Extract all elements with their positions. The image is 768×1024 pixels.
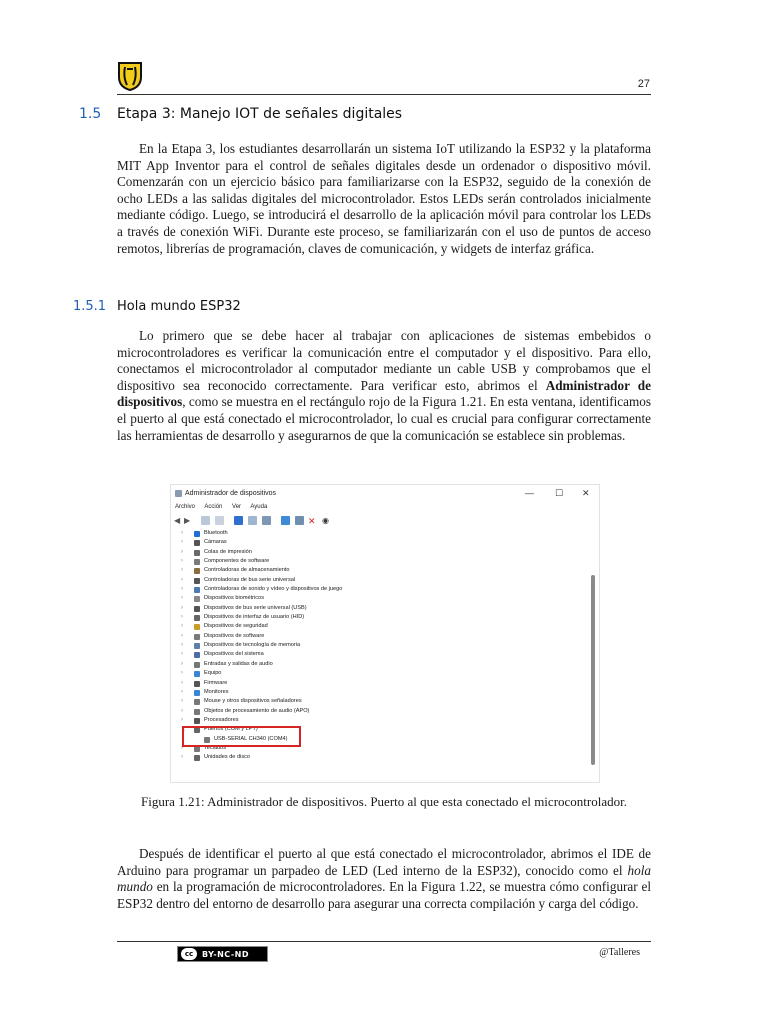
collapsed-chevron-icon[interactable]: › (181, 716, 183, 723)
window-titlebar (171, 485, 599, 503)
paragraph-text: en la programación de microcontroladores. En la Figura 1.22, se muestra cómo configurar el ESP32 dentro del entorno de desarrollo para asegurar una correcta compilación y carga del código. (117, 879, 651, 911)
collapsed-chevron-icon[interactable]: › (181, 539, 183, 546)
collapsed-chevron-icon[interactable]: › (181, 576, 183, 583)
minimize-button[interactable]: — (525, 488, 534, 498)
update-driver-icon[interactable] (281, 516, 290, 525)
collapsed-chevron-icon[interactable]: › (181, 558, 183, 565)
menu-accion[interactable]: Acción (204, 504, 223, 510)
collapsed-chevron-icon[interactable]: › (181, 679, 183, 686)
device-tree-label: Dispositivos de seguridad (204, 623, 268, 630)
highlight-rectangle (182, 726, 301, 747)
menu-bar (175, 504, 275, 514)
device-category-icon (194, 540, 200, 546)
toolbar (174, 515, 594, 527)
device-tree-label: Unidades de disco (204, 754, 251, 761)
device-category-icon (194, 596, 200, 602)
menu-ayuda[interactable]: Ayuda (250, 504, 268, 510)
device-category-icon (194, 662, 200, 668)
scan-hardware-icon[interactable] (262, 516, 271, 525)
collapsed-chevron-icon[interactable]: › (181, 586, 183, 593)
device-tree-label: Controladoras de sonido y vídeo y dispositivos de juego (204, 586, 343, 593)
list-view-icon[interactable] (215, 516, 224, 525)
device-category-icon (194, 568, 200, 574)
device-tree-label: Procesadores (204, 716, 239, 723)
uninstall-icon[interactable]: ✕ (308, 516, 316, 526)
device-tree-label: Cámaras (204, 539, 227, 546)
collapsed-chevron-icon[interactable]: › (181, 595, 183, 602)
details-icon[interactable] (248, 516, 257, 525)
collapsed-chevron-icon[interactable]: › (181, 660, 183, 667)
device-category-icon (194, 699, 200, 705)
header-rule (117, 94, 651, 95)
device-category-icon (194, 578, 200, 584)
collapsed-chevron-icon[interactable]: › (181, 744, 183, 751)
paragraph-intro: En la Etapa 3, los estudiantes desarrollarán un sistema IoT utilizando la ESP32 y la plataforma MIT App Inventor para el control de señales digitales desde un ordenador o dispositivo móvil. Comenzarán con un ejercicio básico para familiarizarse con la ESP32, seguido de la conexión de ocho LEDs a las salidas digitales del microcontrolador. Estos LEDs serán controlados inicialmente mediante código. Luego, se introducirá el desarrollo de la aplicación móvil para controlar los LEDs a través de conexión WiFi. Durante este proceso, se familiarizarán con el uso de puntos de acceso remotos, librerías de programación, claves de comunicación, y widgets de interfaz gráfica. (117, 141, 651, 256)
help-icon[interactable] (234, 516, 243, 525)
device-category-icon (194, 615, 200, 621)
device-tree-label: Dispositivos biométricos (204, 595, 264, 602)
scrollbar[interactable] (591, 575, 595, 765)
license-label: BY-NC-ND (202, 950, 250, 959)
paragraph-hola-mundo (117, 328, 651, 444)
collapsed-chevron-icon[interactable]: › (181, 567, 183, 574)
device-tree-label: Teclados (204, 744, 227, 751)
forward-arrow-icon[interactable]: ▶ (184, 516, 191, 525)
maximize-button[interactable]: ☐ (555, 488, 564, 498)
collapsed-chevron-icon[interactable]: › (181, 614, 183, 621)
close-button[interactable]: ✕ (582, 488, 590, 498)
cc-license-badge (177, 946, 268, 962)
collapsed-chevron-icon[interactable]: › (181, 548, 183, 555)
device-tree-label: Objetos de procesamiento de audio (APO) (204, 707, 310, 714)
device-category-icon (194, 652, 200, 658)
device-tree-label: Mouse y otros dispositivos señaladores (204, 698, 302, 705)
device-category-icon (194, 671, 200, 677)
page-number: 27 (637, 78, 650, 90)
disable-device-icon[interactable] (295, 516, 304, 525)
paragraph-text: , como se muestra en el rectángulo rojo de la Figura 1.21. En esta ventana, identificamos el puerto al que está conectado el microcontrolador, lo cual es crucial para configurar correctamente las herramientas de desarrollo y asegurarnos de que la comunicación se establece sin problemas. (117, 394, 651, 443)
collapsed-chevron-icon[interactable]: › (181, 530, 183, 536)
device-tree-label: Entradas y salidas de audio (204, 660, 273, 667)
paragraph-text: Lo primero que se debe hacer al trabajar con aplicaciones de sistemas embebidos o microcontroladores es verificar la comunicación entre el computador y el dispositivo. Para ello, conectamos el microcontrolador al computador mediante un cable USB y comprobamos que el dispositivo sea reconocido correctamente. Para verificar esto, abrimos el (117, 328, 651, 393)
enable-device-icon[interactable]: ◉ (322, 516, 329, 525)
menu-archivo[interactable]: Archivo (175, 504, 196, 510)
menu-ver[interactable]: Ver (232, 504, 242, 510)
back-arrow-icon[interactable]: ◀ (174, 516, 181, 525)
device-tree-label: USB-SERIAL CH340 (COM4) (214, 735, 288, 742)
creative-commons-icon: cc (181, 948, 197, 960)
expanded-chevron-icon[interactable]: ⌄ (181, 727, 187, 734)
device-category-icon (194, 643, 200, 649)
collapsed-chevron-icon[interactable]: › (181, 632, 183, 639)
section-title: Etapa 3: Manejo IOT de señales digitales (117, 106, 403, 122)
device-tree-label: Colas de impresión (204, 548, 252, 555)
footer-author: @Talleres (599, 947, 640, 958)
device-category-icon (194, 606, 200, 612)
device-tree-label: Dispositivos del sistema (204, 651, 264, 658)
subsection-title: Hola mundo ESP32 (117, 299, 241, 314)
footer-rule (117, 941, 651, 942)
device-category-icon (194, 550, 200, 556)
device-category-icon (194, 624, 200, 630)
collapsed-chevron-icon[interactable]: › (181, 754, 183, 761)
device-manager-icon (175, 490, 182, 497)
collapsed-chevron-icon[interactable]: › (181, 688, 183, 695)
collapsed-chevron-icon[interactable]: › (181, 604, 183, 611)
subsection-number: 1.5.1 (73, 299, 107, 314)
device-tree-label: Dispositivos de interfaz de usuario (HID) (204, 614, 305, 621)
device-tree-label: Bluetooth (204, 530, 228, 536)
device-category-icon (194, 587, 200, 593)
collapsed-chevron-icon[interactable]: › (181, 651, 183, 658)
paragraph-text: Después de identificar el puerto al que está conectado el microcontrolador, abrimos el IDE de Arduino para programar un parpadeo de LED (Led interno de la ESP32), conocido como el (117, 846, 651, 878)
device-tree-label: Dispositivos de bus serie universal (USB) (204, 604, 307, 611)
device-category-icon (194, 709, 200, 715)
collapsed-chevron-icon[interactable]: › (181, 707, 183, 714)
device-tree-label: Firmware (204, 679, 228, 686)
device-category-icon (194, 559, 200, 565)
university-logo (117, 61, 143, 91)
paragraph-arduino (117, 846, 651, 912)
window-title: Administrador de dispositivos (185, 490, 277, 497)
device-tree-label: Componentes de software (204, 558, 270, 565)
paragraph-italic: hola mundo (117, 862, 651, 895)
device-tree-label: Equipo (204, 670, 222, 677)
figure-caption: Figura 1.21: Administrador de dispositivos. Puerto al que esta conectado el microcontrolador. (141, 794, 627, 809)
paragraph-bold: Administrador de dispositivos (117, 377, 651, 410)
device-category-icon (194, 755, 200, 761)
device-category-icon (194, 531, 200, 537)
device-tree-label: Puertos (COM y LPT) (204, 726, 258, 733)
device-category-icon (194, 718, 200, 724)
section-number: 1.5 (79, 106, 102, 122)
device-tree-label: Dispositivos de tecnología de memoria (204, 642, 301, 649)
collapsed-chevron-icon[interactable]: › (181, 623, 183, 630)
device-manager-figure (170, 484, 600, 783)
properties-icon[interactable] (201, 516, 210, 525)
device-tree-label: Monitores (204, 688, 229, 695)
device-tree-label: Dispositivos de software (204, 632, 265, 639)
collapsed-chevron-icon[interactable]: › (181, 642, 183, 649)
device-tree-label: Controladoras de almacenamiento (204, 567, 290, 574)
device-category-icon (194, 690, 200, 696)
device-category-icon (194, 681, 200, 687)
device-tree-label: Controladoras de bus serie universal (204, 576, 296, 583)
collapsed-chevron-icon[interactable]: › (181, 670, 183, 677)
collapsed-chevron-icon[interactable]: › (181, 698, 183, 705)
device-category-icon (194, 634, 200, 640)
